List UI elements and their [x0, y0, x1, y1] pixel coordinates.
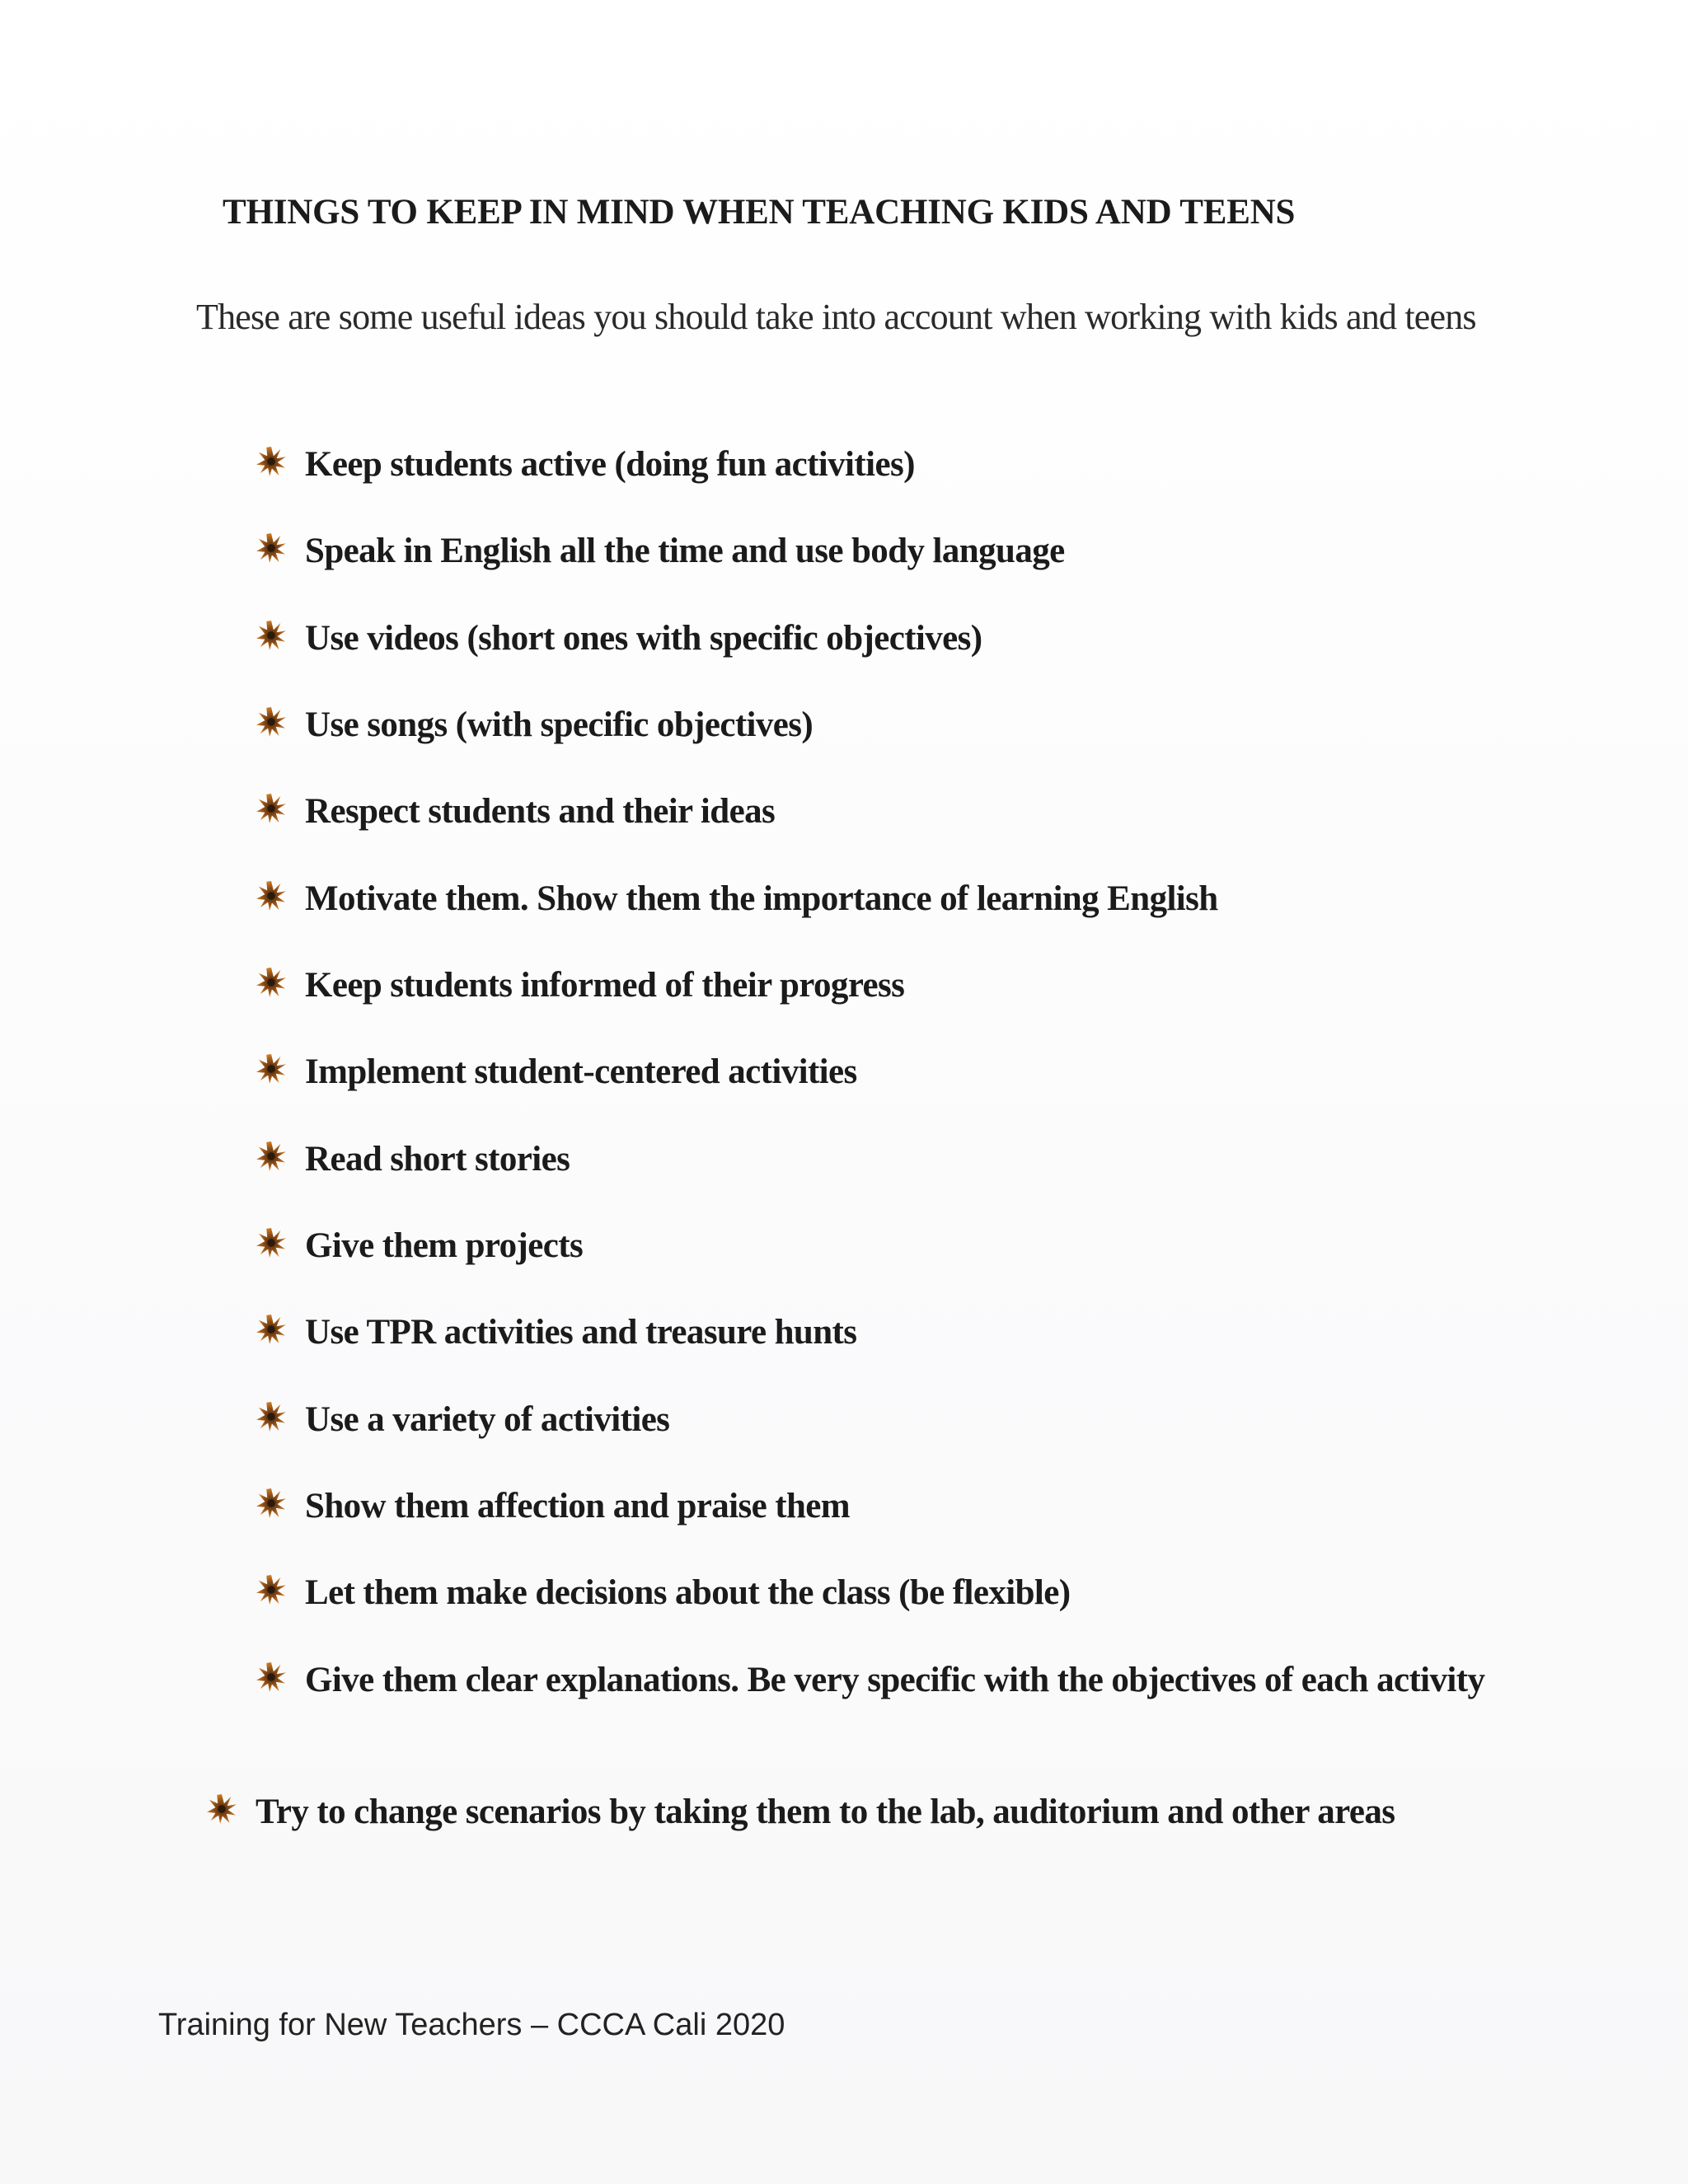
- star-burst-icon: [256, 967, 287, 998]
- star-burst-icon: [256, 1227, 287, 1258]
- star-burst-icon: [256, 1053, 287, 1085]
- list-item-text: Keep students active (doing fun activities): [305, 445, 915, 484]
- page-footer: Training for New Teachers – CCCA Cali 2020: [158, 2008, 785, 2042]
- list-item-text: Use videos (short ones with specific objectives): [305, 619, 982, 658]
- star-burst-icon: [256, 446, 287, 477]
- star-burst-icon: [256, 1574, 287, 1605]
- star-burst-icon: [256, 1488, 287, 1519]
- list-item-text: Motivate them. Show them the importance of learning English: [305, 879, 1218, 918]
- star-burst-icon: [256, 1314, 287, 1345]
- star-burst-icon: [256, 1401, 287, 1432]
- list-item-text: Use a variety of activities: [305, 1400, 670, 1439]
- list-item-text: Respect students and their ideas: [305, 792, 776, 831]
- list-item-text: Read short stories: [305, 1140, 570, 1179]
- list-item-text: Use songs (with specific objectives): [305, 705, 814, 744]
- star-burst-icon: [256, 532, 287, 564]
- star-burst-icon: [206, 1793, 237, 1825]
- intro-paragraph: These are some useful ideas you should take into account when working with kids and teens: [196, 297, 1476, 337]
- list-item-text: Give them projects: [305, 1226, 584, 1265]
- list-item-text: Keep students informed of their progress: [305, 966, 905, 1005]
- star-burst-icon: [256, 1141, 287, 1172]
- page-title: THINGS TO KEEP IN MIND WHEN TEACHING KIDS AND TEENS: [223, 193, 1296, 232]
- list-item-text: Implement student-centered activities: [305, 1052, 857, 1091]
- list-item-text: Try to change scenarios by taking them to the lab, auditorium and other areas: [256, 1793, 1395, 1831]
- star-burst-icon: [256, 706, 287, 738]
- list-item-text: Give them clear explanations. Be very specific with the objectives of each activity: [305, 1661, 1485, 1699]
- list-item-text: Let them make decisions about the class (be flexible): [305, 1573, 1071, 1612]
- star-burst-icon: [256, 793, 287, 824]
- list-item-text: Speak in English all the time and use body language: [305, 532, 1065, 570]
- list-item-text: Show them affection and praise them: [305, 1487, 850, 1526]
- list-item-text: Use TPR activities and treasure hunts: [305, 1313, 857, 1352]
- star-burst-icon: [256, 620, 287, 651]
- star-burst-icon: [256, 880, 287, 912]
